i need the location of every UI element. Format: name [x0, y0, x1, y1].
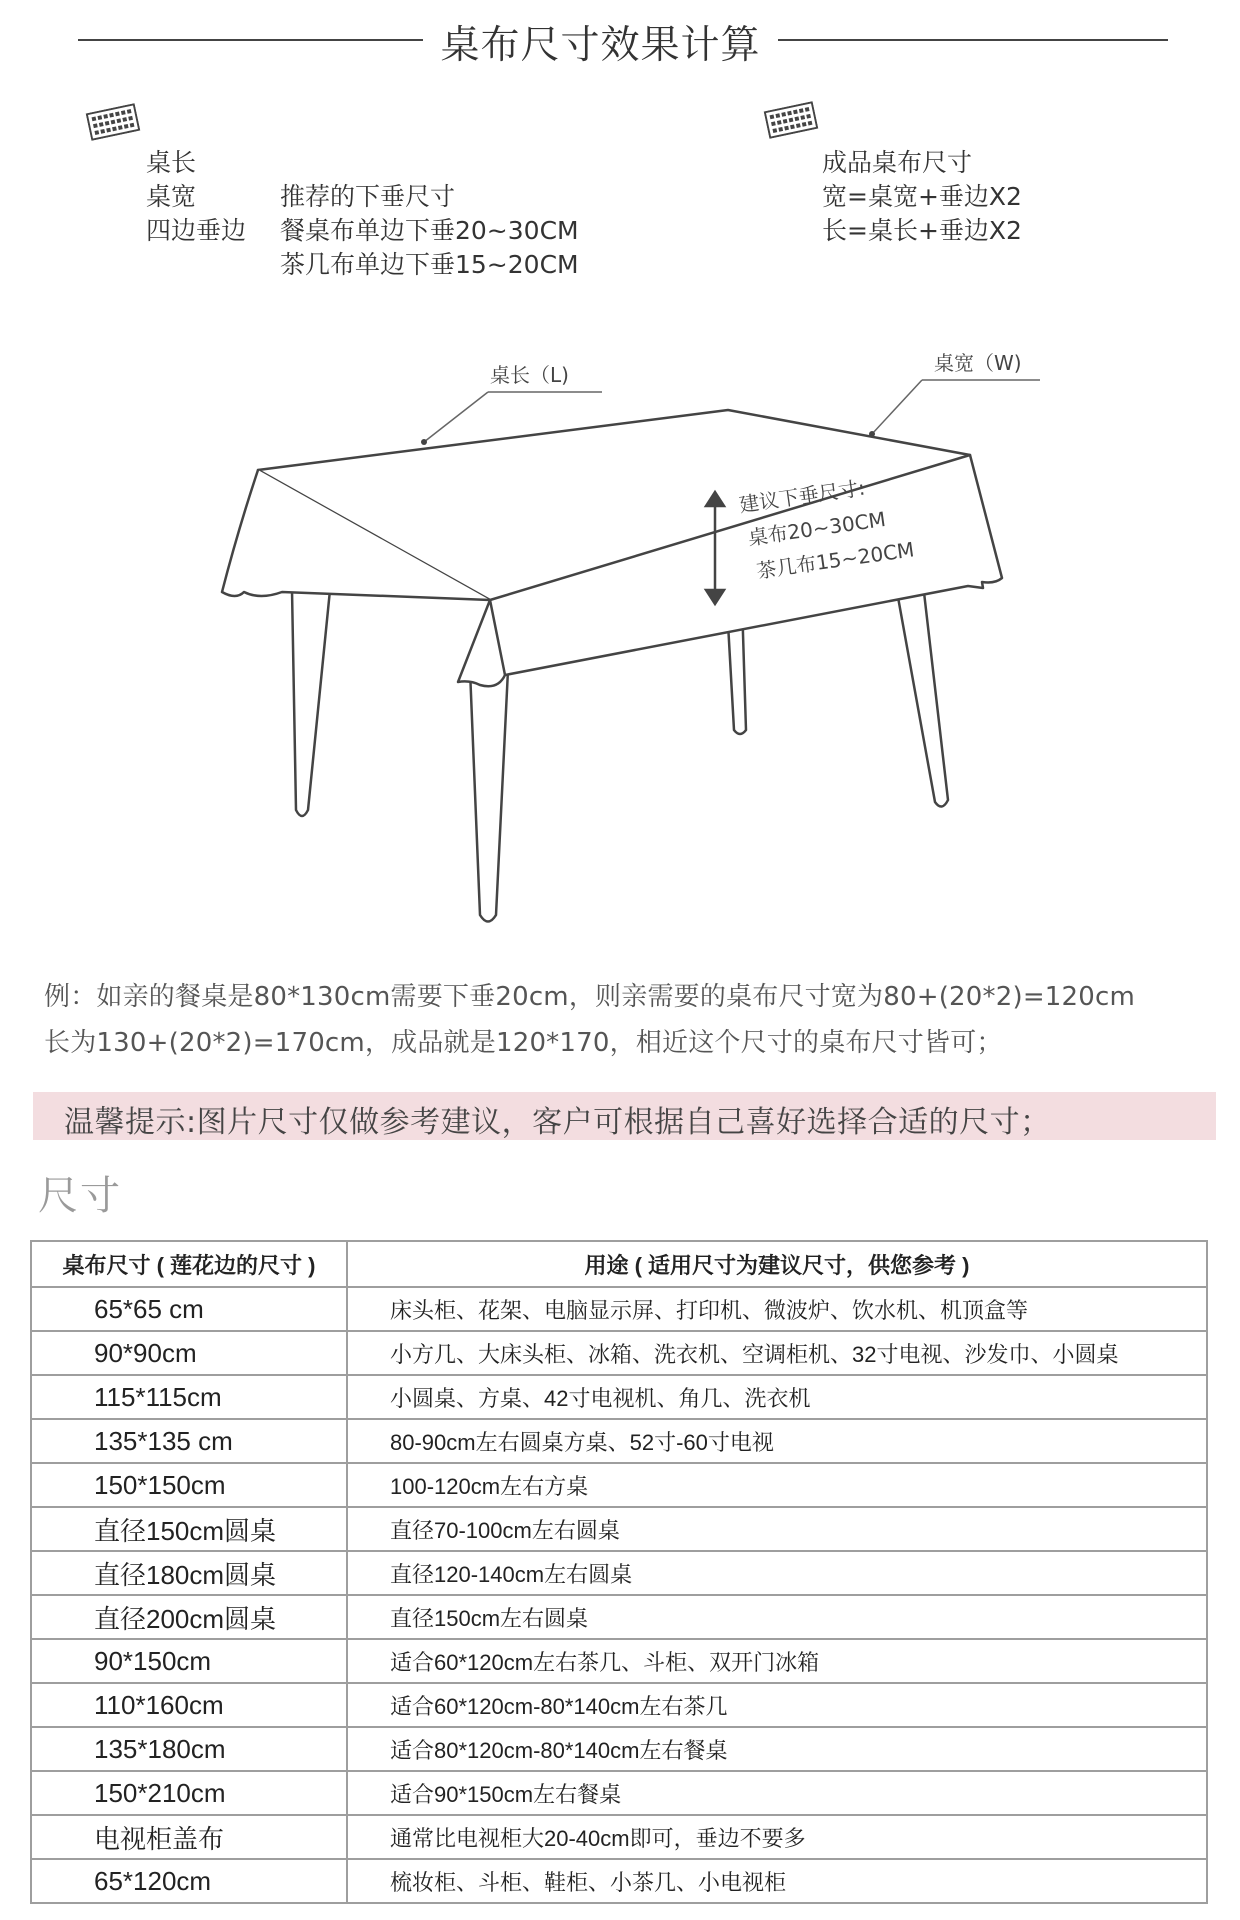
diagram-drop-line2: 茶几布15~20CM: [755, 537, 916, 584]
table-leg-front: [470, 670, 508, 922]
table-row: [31, 1331, 1207, 1375]
header-usage: 用途 ( 适用尺寸为建议尺寸，供您参考 ): [347, 1241, 1207, 1287]
title-divider-right: [778, 39, 1168, 41]
usage-cell: 小方几、大床头柜、冰箱、洗衣机、空调柜机、32寸电视、沙发巾、小圆桌: [347, 1331, 1207, 1375]
tablecloth-diagram: [0, 330, 1240, 940]
header-size: 桌布尺寸 ( 莲花边的尺寸 ): [31, 1241, 347, 1287]
table-row: [31, 1639, 1207, 1683]
table-row: [31, 1287, 1207, 1331]
diagram-width-label: 桌宽（W): [934, 351, 1022, 375]
size-cell: 90*150cm: [31, 1639, 347, 1683]
size-cell: 直径180cm圆桌: [31, 1551, 347, 1595]
label-drop-edge: 四边垂边: [146, 216, 247, 245]
label-table-length: 桌长: [146, 148, 197, 177]
title-divider-left: [78, 39, 423, 41]
table-row: [31, 1595, 1207, 1639]
usage-cell: 床头柜、花架、电脑显示屏、打印机、微波炉、饮水机、机顶盒等: [347, 1287, 1207, 1331]
calculator-icon: [764, 101, 819, 139]
result-title: 成品桌布尺寸: [822, 148, 973, 177]
size-heading: 尺寸: [38, 1173, 122, 1219]
size-cell: 90*90cm: [31, 1331, 347, 1375]
usage-cell: 梳妆柜、斗柜、鞋柜、小茶几、小电视柜: [347, 1859, 1207, 1903]
table-row: [31, 1375, 1207, 1419]
table-row: [31, 1463, 1207, 1507]
usage-cell: 适合60*120cm-80*140cm左右茶几: [347, 1683, 1207, 1727]
usage-cell: 直径120-140cm左右圆桌: [347, 1551, 1207, 1595]
table-row: [31, 1727, 1207, 1771]
table-row: [31, 1419, 1207, 1463]
table-leg-back-right: [894, 575, 948, 807]
usage-cell: 适合90*150cm左右餐桌: [347, 1771, 1207, 1815]
size-cell: 直径150cm圆桌: [31, 1507, 347, 1551]
recommend-dining: 餐桌布单边下垂20~30CM: [280, 216, 579, 245]
calculator-icon: [86, 103, 141, 141]
size-cell: 115*115cm: [31, 1375, 347, 1419]
size-cell: 110*160cm: [31, 1683, 347, 1727]
table-row: [31, 1859, 1207, 1903]
table-row: [31, 1771, 1207, 1815]
table-row: [31, 1815, 1207, 1859]
usage-cell: 80-90cm左右圆桌方桌、52寸-60寸电视: [347, 1419, 1207, 1463]
size-table: [30, 1240, 1208, 1904]
size-cell: 直径200cm圆桌: [31, 1595, 347, 1639]
table-row: [31, 1551, 1207, 1595]
table-leg-back-left: [292, 590, 330, 816]
usage-cell: 适合60*120cm左右茶几、斗柜、双开门冰箱: [347, 1639, 1207, 1683]
usage-cell: 适合80*120cm-80*140cm左右餐桌: [347, 1727, 1207, 1771]
recommend-title: 推荐的下垂尺寸: [280, 182, 456, 211]
usage-cell: 直径70-100cm左右圆桌: [347, 1507, 1207, 1551]
label-table-width: 桌宽: [146, 182, 197, 211]
tip-text: 温馨提示:图片尺寸仅做参考建议，客户可根据自己喜好选择合适的尺寸；: [64, 1105, 1051, 1140]
table-header-row: [31, 1241, 1207, 1287]
result-length-formula: 长=桌长+垂边X2: [822, 216, 1022, 245]
recommend-coffee: 茶几布单边下垂15~20CM: [280, 250, 579, 279]
example-line-2: 长为130+(20*2)=170cm，成品就是120*170，相近这个尺寸的桌布尺寸皆可；: [44, 1028, 1003, 1058]
page-title: 桌布尺寸效果计算: [440, 23, 761, 68]
diagram-drop-line1: 桌布20~30CM: [746, 506, 888, 551]
size-cell: 65*120cm: [31, 1859, 347, 1903]
size-cell: 电视柜盖布: [31, 1815, 347, 1859]
size-cell: 135*135 cm: [31, 1419, 347, 1463]
usage-cell: 小圆桌、方桌、42寸电视机、角几、洗衣机: [347, 1375, 1207, 1419]
size-cell: 150*210cm: [31, 1771, 347, 1815]
usage-cell: 通常比电视柜大20-40cm即可，垂边不要多: [347, 1815, 1207, 1859]
usage-cell: 100-120cm左右方桌: [347, 1463, 1207, 1507]
table-row: [31, 1683, 1207, 1727]
size-cell: 65*65 cm: [31, 1287, 347, 1331]
diagram-length-label: 桌长（L): [490, 363, 569, 387]
usage-cell: 直径150cm左右圆桌: [347, 1595, 1207, 1639]
result-width-formula: 宽=桌宽+垂边X2: [822, 182, 1022, 211]
example-line-1: 例：如亲的餐桌是80*130cm需要下垂20cm，则亲需要的桌布尺寸宽为80+(20*2)=120cm: [44, 982, 1136, 1012]
table-row: [31, 1507, 1207, 1551]
diagram-drop-title: 建议下垂尺寸:: [737, 475, 867, 517]
size-cell: 150*150cm: [31, 1463, 347, 1507]
size-cell: 135*180cm: [31, 1727, 347, 1771]
